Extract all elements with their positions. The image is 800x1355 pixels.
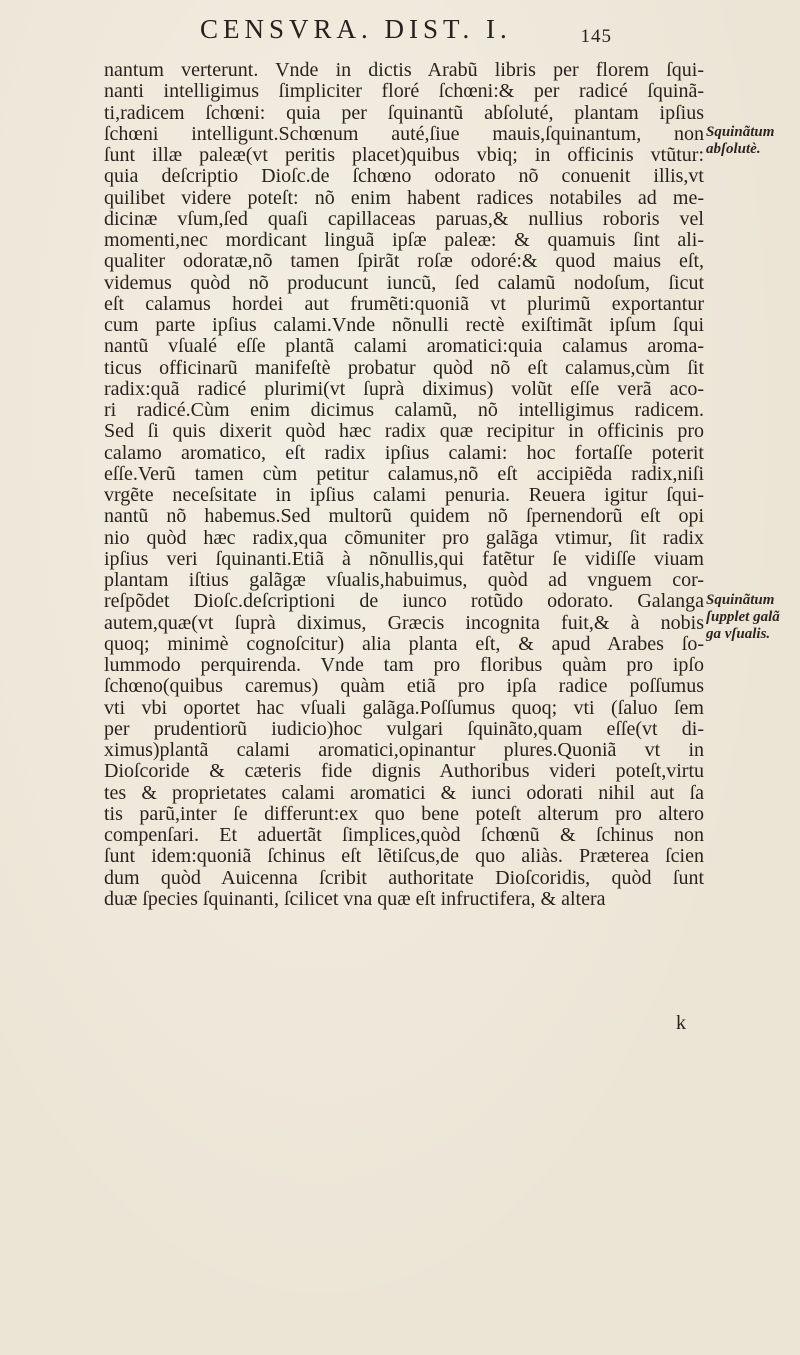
text-line: per prudentiorũ iudicio)hoc vulgari ſquinãto,quam eſſe(vt di- — [104, 718, 704, 740]
text-line: vrgẽte neceſsitate in ipſius calami penuria. Reuera igitur ſqui- — [104, 485, 704, 506]
main-text-block — [104, 60, 704, 910]
text-line: autem,quæ(vt ſuprà diximus, Græcis incognita fuit,& à nobis — [104, 612, 704, 634]
text-line: vti vbi oportet hac vſuali galãga.Poſſumus quoq; vti (ſaluo ſem — [104, 697, 704, 719]
text-line: cum parte ipſius calami.Vnde nõnulli rectè exiſtimãt ipſum ſqui — [104, 315, 704, 336]
text-line: qualiter odoratæ,nõ tamen ſpirãt roſæ odoré:& quod maius eſt, — [104, 251, 704, 273]
text-line: eſt calamus hordei aut frumẽti:quoniã vt plurimũ exportantur — [104, 293, 704, 315]
text-line: tis parũ,inter ſe differunt:ex quo bene poteſt alterum pro altero — [104, 803, 704, 825]
text-line: quia deſcriptio Dioſc.de ſchœno odorato nõ conuenit illis,vt — [104, 166, 704, 188]
text-line: ximus)plantã calami aromatici,opinantur plures.Quoniã vt in — [104, 740, 704, 761]
text-line: ticus officinarũ manifeſtè probatur quòd nõ eſt calamus,cùm ſit — [104, 357, 704, 379]
text-line: Sed ſi quis dixerit quòd hæc radix quæ recipitur in officinis pro — [104, 421, 704, 443]
text-line: nio quòd hæc radix,qua cõmuniter pro galãga vtimur, ſit radix — [104, 527, 704, 549]
running-head — [200, 14, 612, 48]
text-line: ſchœni intelligunt.Schœnum auté,ſiue mauis,ſquinantum, non — [104, 123, 704, 145]
text-line: ri radicé.Cùm enim dicimus calamũ, nõ intelligimus radicem. — [104, 400, 704, 421]
running-title: CENSVRA. DIST. I. — [200, 14, 512, 44]
text-line: radix:quã radicé plurimi(vt ſuprà diximus) volũt eſſe verã aco- — [104, 378, 704, 400]
text-line: Dioſcoride & cæteris fide dignis Authoribus videri poteſt,virtu — [104, 761, 704, 783]
catchword: k — [676, 1012, 686, 1034]
text-line: ti,radicem ſchœni: quia per ſquinantũ abſoluté, plantam ipſius — [104, 102, 704, 124]
margin-note-line: ga vſualis. — [706, 626, 771, 642]
text-line: ſchœno(quibus caremus) quàm etiã pro ipſa radice poſſumus — [104, 676, 704, 698]
text-line: nanti intelligimus ſimpliciter floré ſchœni:& per radicé ſquinã- — [104, 81, 704, 103]
text-line: tes & proprietates calami aromatici & iunci odorati nihil aut ſa — [104, 782, 704, 804]
text-line: ſunt illæ paleæ(vt peritis placet)quibus vbiq; in officinis vtũtur: — [104, 145, 704, 166]
text-line: ipſius veri ſquinanti.Etiã à nõnullis,qui fatẽtur ſe vidiſſe viuam — [104, 548, 704, 570]
margin-note-line: ſupplet galã — [706, 609, 780, 625]
text-line: nantũ vſualé eſſe plantã calami aromatici:quia calamus aroma- — [104, 336, 704, 358]
text-line: nantum verterunt. Vnde in dictis Arabũ libris per florem ſqui- — [104, 60, 704, 81]
text-line: reſpõdet Dioſc.deſcriptioni de iunco rotũdo odorato. Galanga — [104, 591, 704, 613]
margin-note-line: Squinãtum — [706, 592, 775, 608]
text-line: momenti,nec mordicant linguã ipſæ paleæ: & quamuis ſint ali- — [104, 230, 704, 251]
margin-note-line: Squinãtum — [706, 124, 775, 140]
text-line: plantam iſtius galãgæ vſualis,habuimus, quòd ad vnguem cor- — [104, 570, 704, 591]
margin-note-squinantum-absolute — [706, 124, 796, 158]
text-line: dum quòd Auicenna ſcribit authoritate Dioſcoridis, quòd ſunt — [104, 867, 704, 889]
text-line: dicinæ vſum,ſed quaſi capillaceas paruas,& nullius roboris vel — [104, 208, 704, 230]
margin-note-squinantum-galanga — [706, 592, 796, 643]
text-line: compenſari. Et aduertãt ſimplices,quòd ſchœnũ & ſchinus non — [104, 825, 704, 846]
text-line: duæ ſpecies ſquinanti, ſcilicet vna quæ eſt infructifera, & altera — [104, 888, 606, 910]
text-line: videmus quòd nõ producunt iuncũ, ſed calamũ nodoſum, ſicut — [104, 272, 704, 294]
text-line: quoq; minimè cognoſcitur) alia planta eſt, & apud Arabes ſo- — [104, 633, 704, 655]
margin-note-line: abſolutè. — [706, 141, 761, 157]
text-line: ſunt idem:quoniã ſchinus eſt lẽtiſcus,de quo aliàs. Præterea ſcien — [104, 846, 704, 868]
text-line: eſſe.Verũ tamen cùm petitur calamus,nõ eſt accipiẽda radix,niſi — [104, 463, 704, 485]
text-line: nantũ nõ habemus.Sed multorũ quidem nõ ſpernendorũ eſt opi — [104, 506, 704, 528]
page-number: 145 — [580, 26, 612, 47]
text-line: quilibet videre poteſt: nõ enim habent radices notabiles ad me- — [104, 187, 704, 209]
text-line: calamo aromatico, eſt radix ipſius calami: hoc fortaſſe poterit — [104, 442, 704, 464]
text-line: lummodo perquirenda. Vnde tam pro floribus quàm pro ipſo — [104, 655, 704, 676]
